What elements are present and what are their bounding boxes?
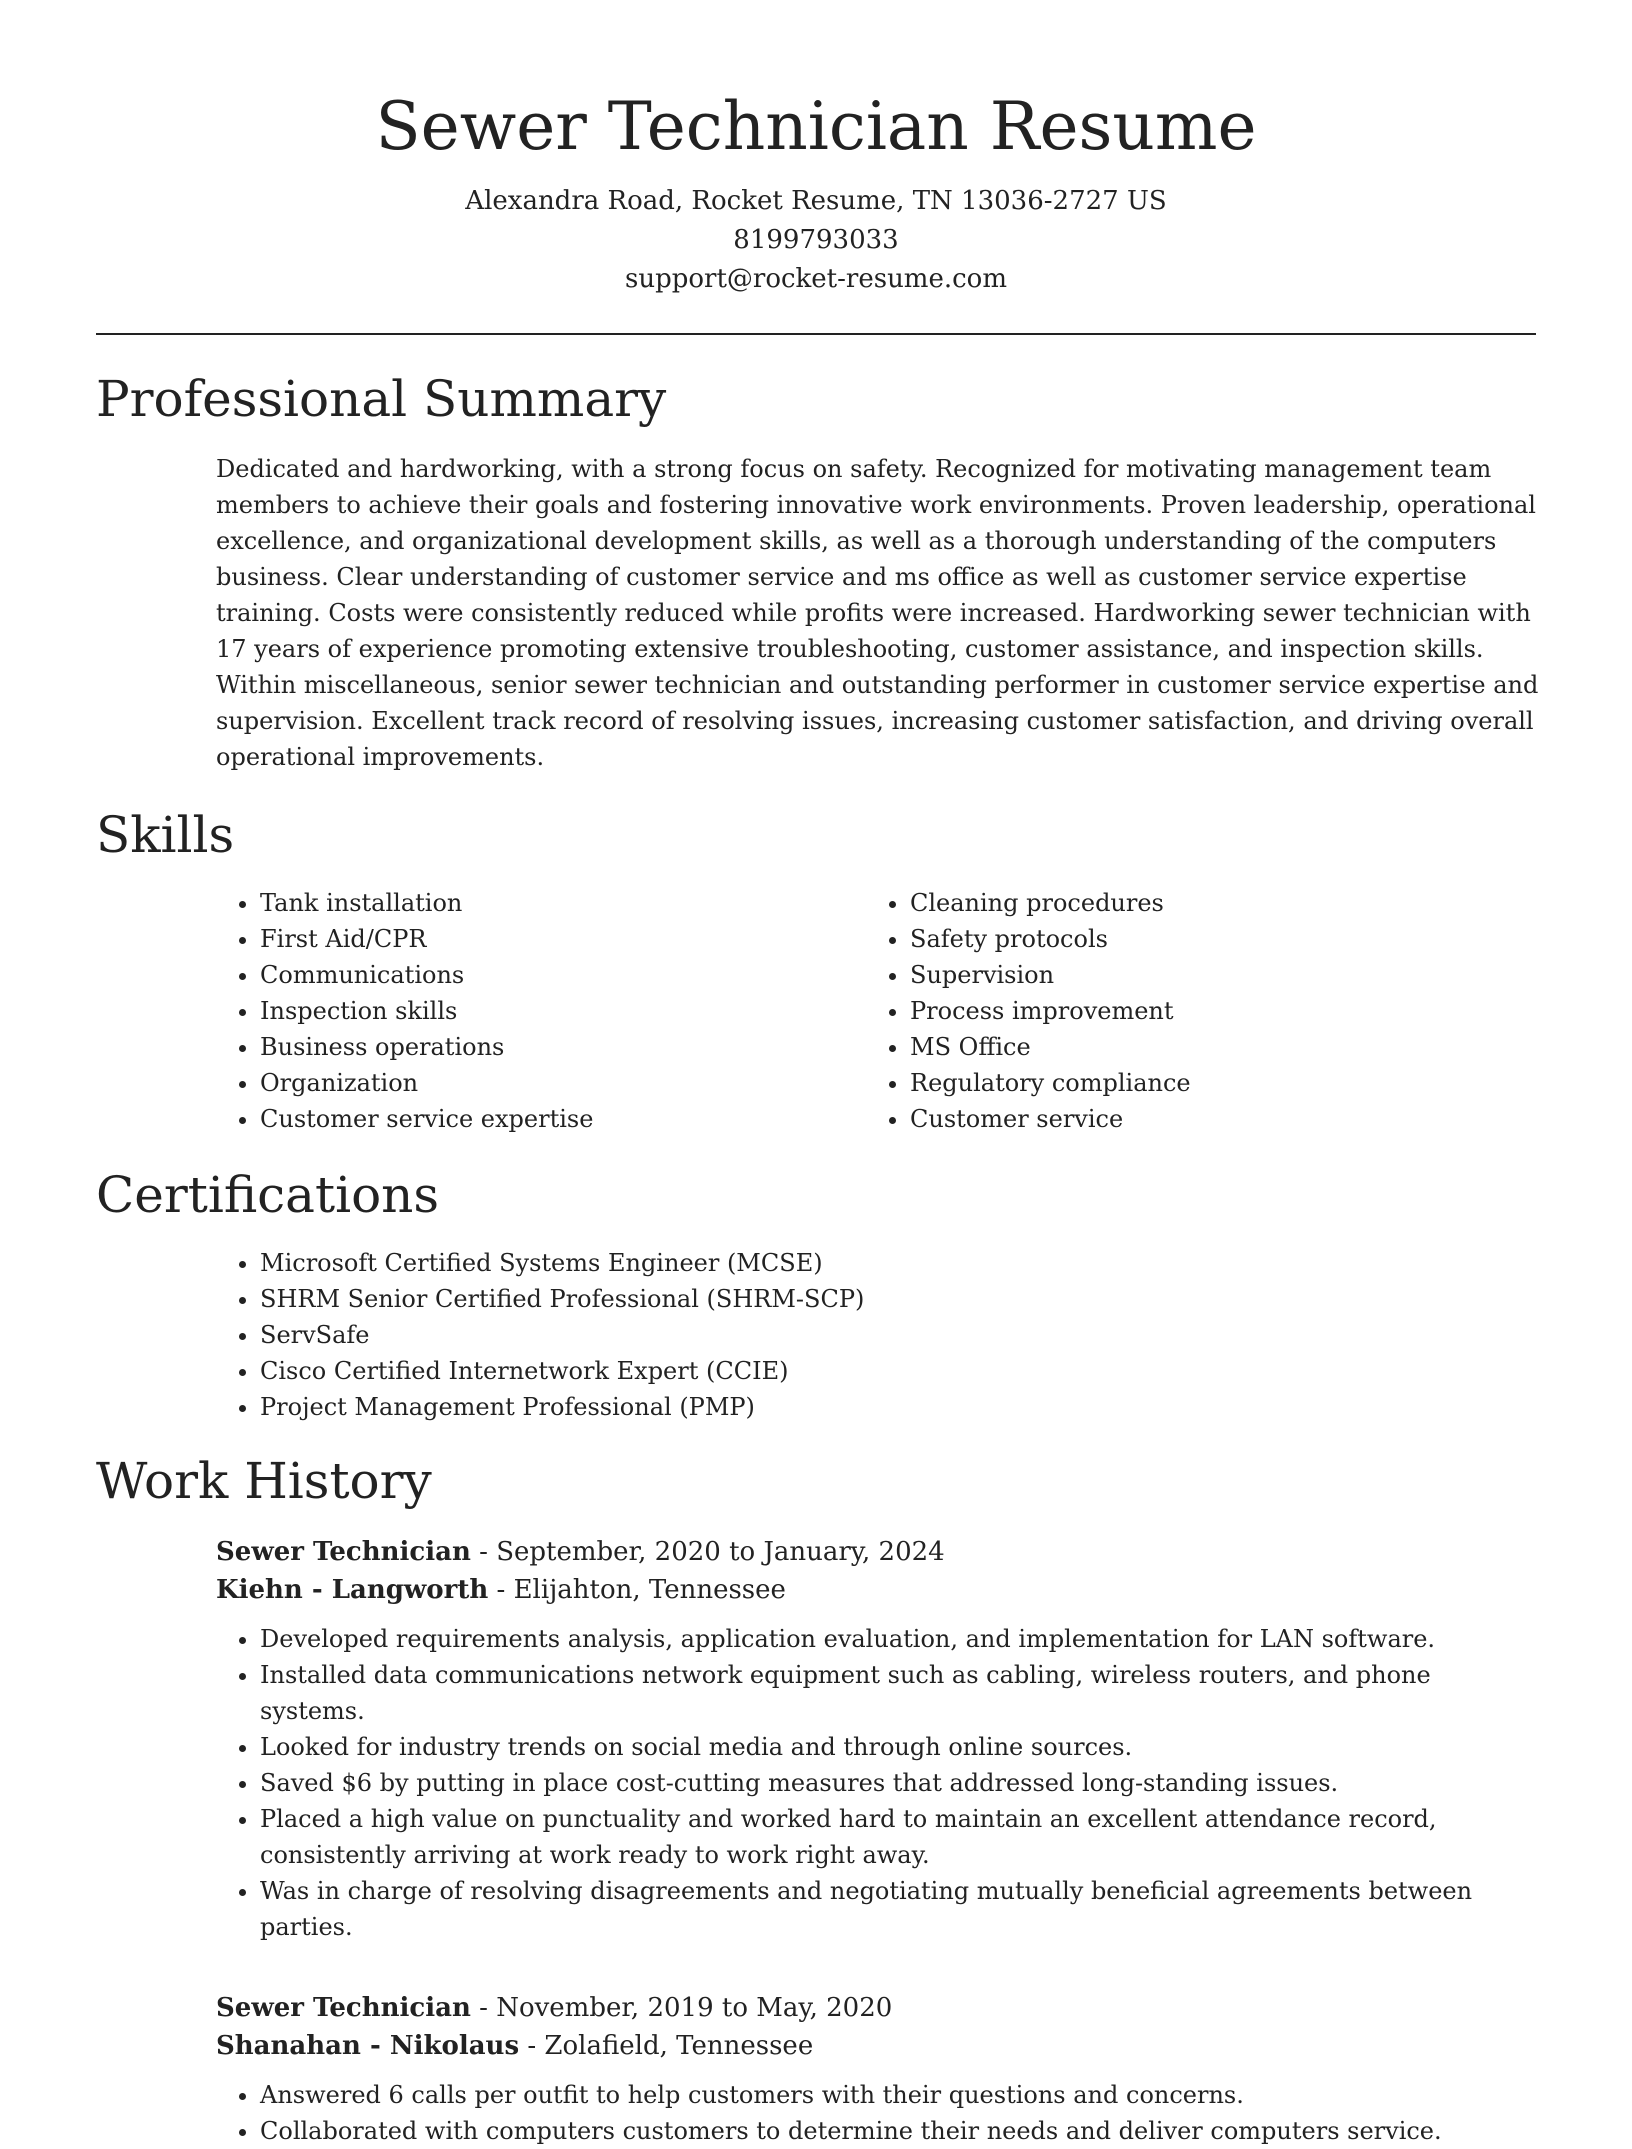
job-role: Sewer Technician bbox=[216, 1993, 471, 2023]
job-duty: • Was in charge of resolving disagreements and negotiating mutually beneficial agreements between parties. bbox=[260, 1873, 1536, 1945]
certification-item: • ServSafe bbox=[260, 1317, 1536, 1353]
job-company: Kiehn - Langworth bbox=[216, 1575, 489, 1605]
job-company-line bbox=[216, 1571, 1536, 1609]
skill-item: • Organization bbox=[260, 1065, 746, 1101]
job-entry bbox=[216, 1533, 1536, 1945]
resume-page bbox=[96, 0, 1539, 2149]
skill-item: • Inspection skills bbox=[260, 993, 746, 1029]
skill-item: • Tank installation bbox=[260, 885, 746, 921]
job-dates: - September, 2020 to January, 2024 bbox=[470, 1537, 945, 1567]
skill-item: • Safety protocols bbox=[910, 921, 1510, 957]
skills-list-right bbox=[746, 885, 1510, 1137]
skill-item: • MS Office bbox=[910, 1029, 1510, 1065]
skill-item: • Customer service expertise bbox=[260, 1101, 746, 1137]
job-company: Shanahan - Nikolaus bbox=[216, 2031, 520, 2061]
resume-title: Sewer Technician Resume bbox=[375, 88, 1257, 165]
certifications-heading: Certifications bbox=[96, 1166, 440, 1224]
job-location: - Zolafield, Tennessee bbox=[519, 2031, 814, 2061]
skills-section bbox=[96, 803, 1536, 1137]
job-duty: • Looked for industry trends on social media and through online sources. bbox=[260, 1729, 1536, 1765]
job-title-line bbox=[216, 1989, 1536, 2027]
summary-heading: Professional Summary bbox=[96, 370, 667, 428]
work-history-section bbox=[96, 1449, 1536, 2149]
summary-text: Dedicated and hardworking, with a strong focus on safety. Recognized for motivating management team members to achieve their goals and fostering innovative work environments. Proven leadership, operational excellence, and organizational development skills, as well as a thorough understanding of the computers business. Clear understanding of customer service and ms office as well as customer service expertise training. Costs were consistently reduced while profits were increased. Hardworking sewer technician with 17 years of experience promoting extensive troubleshooting, customer assistance, and inspection skills. Within miscellaneous, senior sewer technician and outstanding performer in customer service expertise and supervision. Excellent track record of resolving issues, increasing customer satisfaction, and driving overall operational improvements. bbox=[216, 455, 1539, 771]
skill-item: • Communications bbox=[260, 957, 746, 993]
job-duty: • Developed requirements analysis, application evaluation, and implementation for LAN software. bbox=[260, 1621, 1536, 1657]
header-divider bbox=[96, 333, 1536, 335]
job-duties-list bbox=[216, 2077, 1536, 2149]
skills-columns bbox=[96, 885, 1536, 1137]
work-history-heading: Work History bbox=[96, 1452, 432, 1510]
job-duty: • Installed data communications network equipment such as cabling, wireless routers, and phone systems. bbox=[260, 1657, 1536, 1729]
skill-item: • Process improvement bbox=[910, 993, 1510, 1029]
job-duty: • Answered 6 calls per outfit to help customers with their questions and concerns. bbox=[260, 2077, 1536, 2113]
certification-item: • Microsoft Certified Systems Engineer (MCSE) bbox=[260, 1245, 1536, 1281]
skill-item: • First Aid/CPR bbox=[260, 921, 746, 957]
certification-item: • Cisco Certified Internetwork Expert (CCIE) bbox=[260, 1353, 1536, 1389]
contact-block bbox=[96, 182, 1536, 299]
contact-email: support@rocket-resume.com bbox=[624, 264, 1007, 294]
skill-item: • Regulatory compliance bbox=[910, 1065, 1510, 1101]
contact-address: Alexandra Road, Rocket Resume, TN 13036-2727 US bbox=[465, 186, 1167, 216]
job-role: Sewer Technician bbox=[216, 1537, 471, 1567]
summary-section bbox=[96, 367, 1539, 775]
certification-item: • SHRM Senior Certified Professional (SHRM-SCP) bbox=[260, 1281, 1536, 1317]
skill-item: • Supervision bbox=[910, 957, 1510, 993]
skill-item: • Cleaning procedures bbox=[910, 885, 1510, 921]
job-dates: - November, 2019 to May, 2020 bbox=[470, 1993, 893, 2023]
certification-item: • Project Management Professional (PMP) bbox=[260, 1389, 1536, 1425]
contact-phone: 8199793033 bbox=[733, 225, 899, 255]
skills-heading: Skills bbox=[96, 806, 235, 864]
skills-list-left bbox=[96, 885, 746, 1137]
certifications-list bbox=[96, 1245, 1536, 1425]
job-duty: • Placed a high value on punctuality and worked hard to maintain an excellent attendance record, consistently arriving at work ready to work right away. bbox=[260, 1801, 1536, 1873]
job-duty: • Saved $6 by putting in place cost-cutting measures that addressed long-standing issues. bbox=[260, 1765, 1536, 1801]
job-location: - Elijahton, Tennessee bbox=[488, 1575, 786, 1605]
job-entry bbox=[216, 1989, 1536, 2149]
job-company-line bbox=[216, 2027, 1536, 2065]
skill-item: • Business operations bbox=[260, 1029, 746, 1065]
resume-header bbox=[96, 0, 1536, 299]
certifications-section bbox=[96, 1163, 1536, 1425]
job-duties-list bbox=[216, 1621, 1536, 1945]
skill-item: • Customer service bbox=[910, 1101, 1510, 1137]
job-duty: • Collaborated with computers customers to determine their needs and deliver computers service. bbox=[260, 2113, 1536, 2149]
job-title-line bbox=[216, 1533, 1536, 1571]
